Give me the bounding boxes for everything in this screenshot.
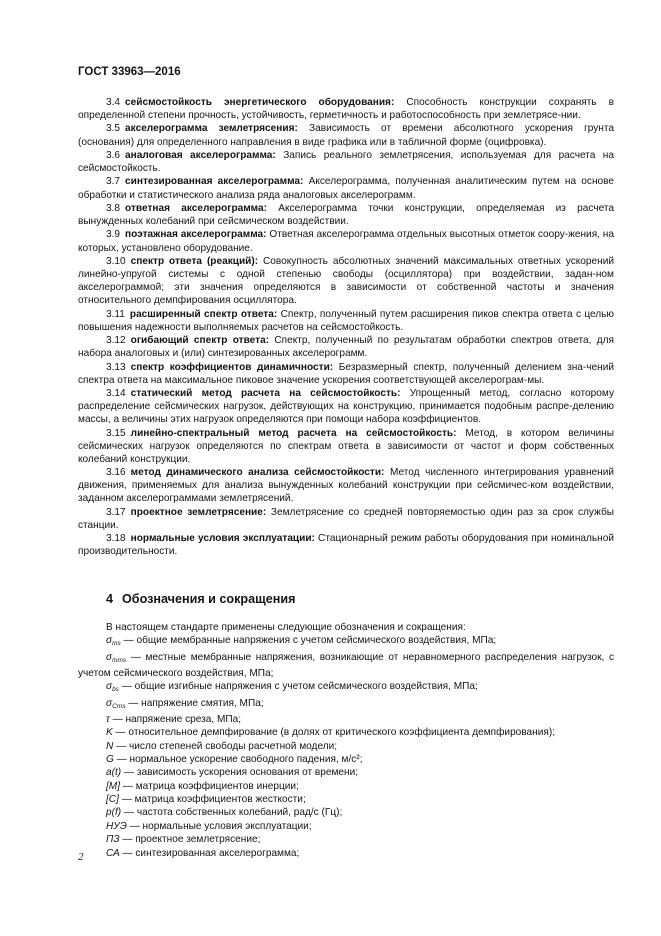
symbol-item bbox=[78, 753, 614, 766]
definition-term: сейсмостойкость энергетического оборудования: bbox=[125, 97, 395, 108]
definition-item bbox=[78, 149, 614, 175]
symbol: p(f) bbox=[106, 807, 122, 819]
abbreviations-list bbox=[78, 621, 614, 860]
symbol: σ bbox=[106, 681, 113, 693]
definition-text: Акселерограмма точки конструкции, определяемая из расчета вынужденных колебаний при сейсмическом воздействии. bbox=[78, 202, 614, 228]
definition-item bbox=[78, 228, 614, 254]
definition-text: Спектр, полученный по результатам обработки спектров ответа, для набора аналоговых и (или) синтезированных акселерограмм. bbox=[78, 335, 614, 360]
definition-text: Стационарный режим работы оборудования при номинальной производительности. bbox=[78, 533, 614, 558]
definition-item bbox=[78, 308, 614, 334]
symbol: σ bbox=[106, 651, 113, 663]
symbol: НУЭ bbox=[106, 820, 127, 832]
symbol-description: — матрица коэффициентов инерции; bbox=[120, 780, 299, 792]
definition-item bbox=[78, 361, 614, 387]
symbol-item bbox=[78, 806, 614, 819]
definition-item bbox=[78, 255, 614, 307]
symbol-item bbox=[78, 740, 614, 753]
symbol-subscript: bs bbox=[112, 686, 119, 694]
symbol: a(t) bbox=[106, 767, 122, 779]
symbol-item bbox=[78, 793, 614, 806]
symbol-item bbox=[78, 820, 614, 833]
definition-term: метод динамического анализа сейсмостойкости: bbox=[130, 467, 385, 479]
symbol-item bbox=[78, 726, 614, 739]
symbol-item bbox=[78, 651, 614, 681]
symbol-subscript: mms bbox=[112, 656, 127, 664]
symbol: τ bbox=[106, 714, 110, 726]
symbol-description: — синтезированная акселерограмма; bbox=[119, 847, 300, 859]
page-number: 2 bbox=[78, 851, 84, 863]
symbol: [M] bbox=[106, 780, 121, 792]
symbol-item bbox=[78, 713, 614, 726]
symbol-description: — зависимость ускорения основания от времени; bbox=[121, 767, 359, 779]
symbol: σ bbox=[106, 635, 113, 647]
section-heading bbox=[106, 592, 295, 606]
section-title: Обозначения и сокращения bbox=[122, 592, 296, 606]
definition-item bbox=[78, 427, 614, 466]
symbol-item bbox=[78, 780, 614, 793]
definition-term: статический метод расчета на сейсмостойкость: bbox=[130, 388, 401, 400]
symbol-description: — матрица коэффициентов жесткости; bbox=[118, 794, 306, 806]
definition-term: спектр ответа (реакций): bbox=[130, 255, 259, 267]
definition-number: 3.18 bbox=[106, 533, 126, 545]
symbol-subscript: Cms bbox=[112, 702, 126, 710]
symbol: СА bbox=[106, 847, 120, 859]
symbol-description: — напряжение смятия, МПа; bbox=[125, 697, 264, 709]
definition-term: акселерограмма землетрясения: bbox=[125, 123, 298, 135]
definition-text: Спектр, полученный путем расширения пиков спектра ответа с целью повышения надежности выполняемых расчетов на сейсмостойкость. bbox=[78, 308, 615, 333]
definition-item bbox=[78, 175, 614, 201]
definition-text: Запись реального землетрясения, используемая для расчета на сейсмостойкость. bbox=[78, 149, 614, 175]
symbol-item bbox=[78, 766, 614, 779]
symbol-description: — проектное землетрясение; bbox=[119, 834, 261, 846]
definition-text: Способность конструкции сохранять в определенной степени прочность, устойчивость, герметичность и работоспособность при землетрясе-нии. bbox=[78, 97, 615, 122]
definition-number: 3.16 bbox=[106, 467, 126, 479]
definition-term: аналоговая акселерограмма: bbox=[125, 149, 276, 161]
symbol-item bbox=[78, 697, 614, 713]
symbol-description: — общие мембранные напряжения с учетом сейсмического воздействия, МПа; bbox=[120, 635, 497, 647]
symbol-item bbox=[78, 833, 614, 846]
definition-number: 3.6 bbox=[106, 149, 121, 161]
definition-number: 3.8 bbox=[106, 202, 121, 214]
definition-number: 3.15 bbox=[106, 427, 126, 439]
definition-number: 3.5 bbox=[106, 123, 121, 135]
definition-text: Совокупность абсолютных значений максимальных ответных ускорений линейно-упругой системы с одной степенью свободы (осциллятора) при воздействии, задан-ном акселерограммой; эти значения определяются в зависимости от собственной частоты и значения относительного демпфирования осциллятора. bbox=[78, 255, 614, 307]
definitions-list bbox=[78, 96, 614, 559]
standard-header: ГОСТ 33963—2016 bbox=[78, 66, 181, 78]
definition-text: Землетрясение со средней повторяемостью один раз за срок службы станции. bbox=[78, 506, 614, 531]
definition-item bbox=[78, 122, 614, 148]
symbol: N bbox=[106, 740, 114, 752]
definition-item bbox=[78, 334, 614, 360]
symbol-description: — нормальные условия эксплуатации; bbox=[126, 820, 312, 832]
symbol-subscript: ms bbox=[112, 640, 121, 648]
definition-text: Ответная акселерограмма отдельных высотных отметок соору-жения, на которых, установлено оборудование. bbox=[78, 229, 614, 254]
definition-number: 3.10 bbox=[106, 255, 126, 267]
symbol-description: — напряжение среза, МПа; bbox=[109, 714, 242, 726]
definition-term: поэтажная акселерограмма: bbox=[125, 229, 267, 241]
section-number: 4 bbox=[106, 592, 114, 606]
symbol-item bbox=[78, 634, 614, 650]
definition-text: Метод, в котором величины сейсмических нагрузок определяются по спектрам ответа в зависимости от частот и форм собственных колебаний конструкции. bbox=[78, 427, 614, 465]
definition-item bbox=[78, 532, 614, 558]
definition-number: 3.7 bbox=[106, 176, 121, 188]
definition-term: спектр коэффициентов динамичности: bbox=[130, 361, 334, 373]
definition-number: 3.13 bbox=[106, 361, 126, 373]
definition-item bbox=[78, 96, 614, 122]
abbreviations-intro: В настоящем стандарте применены следующие обозначения и сокращения: bbox=[106, 622, 466, 633]
definition-text: Акселерограмма, полученная аналитическим путем на основе обработки и статистического анализа ряда аналоговых акселерограмм. bbox=[78, 176, 614, 201]
symbol: ПЗ bbox=[106, 834, 120, 846]
symbol: σ bbox=[106, 697, 113, 709]
definition-text: Зависимость от времени абсолютного ускорения грунта (основания) для определенного направления в виде графика или в табличной форме (оцифровка). bbox=[78, 123, 614, 148]
symbol: G bbox=[106, 754, 114, 766]
definition-term: огибающий спектр ответа: bbox=[130, 335, 270, 347]
definition-term: нормальные условия эксплуатации: bbox=[130, 533, 315, 545]
symbol-description: — относительное демпфирование (в долях от критического коэффициента демпфирования); bbox=[112, 727, 556, 739]
definition-text: Метод численного интегрирования уравнений движения, применяемых для анализа вынужденных колебаний конструкции при сейсмичес-ком воздействии, заданном акселерограммами землетрясений. bbox=[78, 467, 614, 505]
symbol-item bbox=[78, 847, 614, 860]
definition-number: 3.11 bbox=[106, 308, 125, 320]
definition-text: Упрощенный метод, согласно которому распределение сейсмических нагрузок, действующих на конструкцию, принимается подобным распре-делению массы, а величины этих нагрузок определяются при помощи набора коэффициентов. bbox=[78, 388, 614, 426]
definition-term: расширенный спектр ответа: bbox=[129, 308, 278, 320]
definition-item bbox=[78, 387, 614, 426]
definition-number: 3.12 bbox=[106, 335, 126, 347]
definition-number: 3.17 bbox=[106, 506, 126, 518]
symbol-item bbox=[78, 680, 614, 696]
symbol-description: — частота собственных колебаний, рад/с (Гц); bbox=[121, 807, 343, 819]
symbols-list bbox=[78, 634, 614, 860]
symbol-description: — нормальное ускорение свободного падения, м/с²; bbox=[113, 754, 363, 766]
symbol: [C] bbox=[106, 794, 119, 806]
symbol-description: — местные мембранные напряжения, возникающие от неравномерного распределения нагрузок, с учетом сейсмического воздействия, МПа; bbox=[78, 651, 614, 680]
definition-number: 3.4 bbox=[106, 97, 121, 108]
definition-number: 3.14 bbox=[106, 388, 126, 400]
definition-term: линейно-спектральный метод расчета на сейсмостойкость: bbox=[130, 427, 457, 439]
symbol-description: — общие изгибные напряжения с учетом сейсмического воздействия, МПа; bbox=[118, 681, 478, 693]
definition-term: ответная акселерограмма: bbox=[125, 202, 267, 214]
definition-number: 3.9 bbox=[106, 229, 121, 241]
definition-item bbox=[78, 466, 614, 505]
symbol: K bbox=[106, 727, 113, 739]
definition-term: проектное землетрясение: bbox=[130, 506, 267, 518]
definition-item bbox=[78, 202, 614, 228]
definition-item bbox=[78, 506, 614, 532]
symbol-description: — число степеней свободы расчетной модели; bbox=[113, 740, 338, 752]
definition-text: Безразмерный спектр, полученный делением зна-чений спектра ответа на максимальное пиковое значение ускорения соответствующей акселерограм-мы. bbox=[78, 361, 614, 386]
definition-term: синтезированная акселерограмма: bbox=[125, 176, 304, 188]
